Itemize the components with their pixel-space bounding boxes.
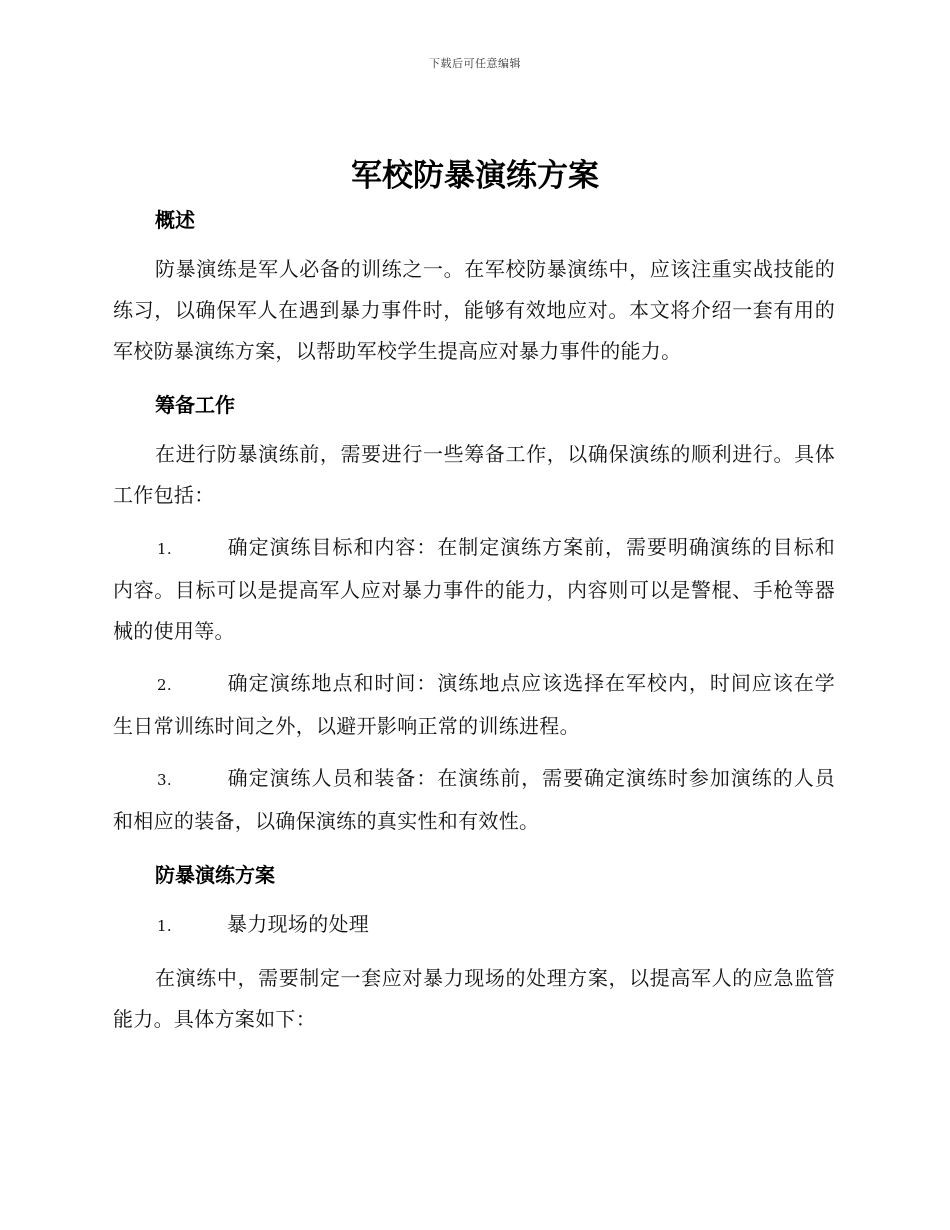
list-item-text: 确定演练目标和内容：在制定演练方案前，需要明确演练的目标和内容。目标可以是提高军人应对暴力事件的能力，内容则可以是警棍、手枪等器械的使用等。 [113, 535, 835, 643]
header-note: 下载后可任意编辑 [429, 57, 521, 70]
paragraph-plan: 在演练中，需要制定一套应对暴力现场的处理方案，以提高军人的应急监管能力。具体方案如下： [113, 966, 835, 1031]
list-item-number: 3. [157, 771, 172, 789]
paragraph-overview: 防暴演练是军人必备的训练之一。在军校防暴演练中，应该注重实战技能的练习，以确保军人在遇到暴力事件时，能够有效地应对。本文将介绍一套有用的军校防暴演练方案，以帮助军校学生提高应对暴力事件的能力。 [113, 257, 835, 363]
list-item [113, 904, 835, 947]
list-item [113, 527, 835, 652]
list-item [113, 663, 835, 747]
document-title: 军校防暴演练方案 [351, 158, 599, 194]
list-item-number: 2. [157, 676, 172, 694]
list-item-number: 1. [157, 917, 172, 935]
list-item-text: 暴力现场的处理 [227, 912, 370, 936]
list-item [113, 758, 835, 842]
list-item-text: 确定演练地点和时间：演练地点应该选择在军校内，时间应该在学生日常训练时间之外，以避开影响正常的训练进程。 [113, 671, 835, 738]
list-item-text: 确定演练人员和装备：在演练前，需要确定演练时参加演练的人员和相应的装备，以确保演练的真实性和有效性。 [113, 766, 835, 833]
document-body [113, 205, 835, 1040]
list-item-number: 1. [157, 540, 172, 558]
paragraph-preparation: 在进行防暴演练前，需要进行一些筹备工作，以确保演练的顺利进行。具体工作包括： [113, 442, 835, 507]
section-heading-preparation: 筹备工作 [155, 393, 235, 417]
section-heading-overview: 概述 [155, 208, 195, 232]
section-heading-plan: 防暴演练方案 [155, 863, 275, 887]
